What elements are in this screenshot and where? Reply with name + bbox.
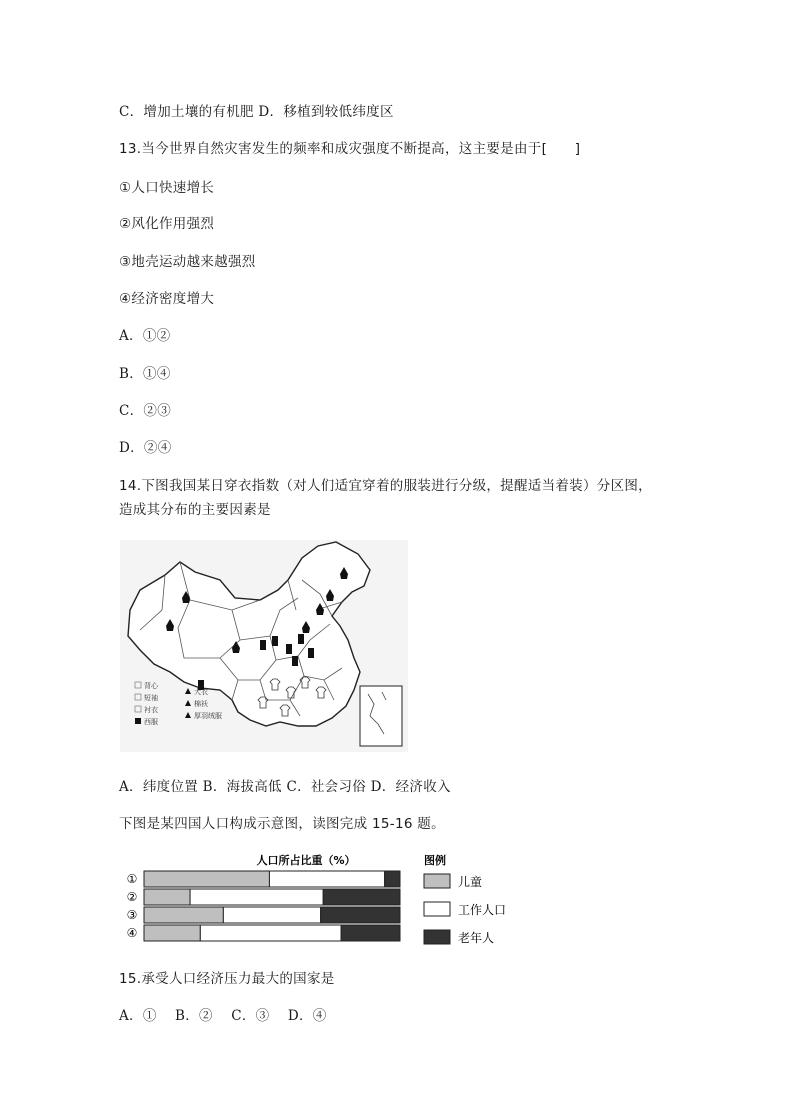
bar-segment — [341, 925, 400, 941]
bar-segment — [321, 907, 400, 923]
bar-segment — [385, 871, 400, 887]
legend-down-jacket: 厚羽绒服 — [194, 712, 222, 720]
q13-option-a: A．①② — [119, 328, 171, 344]
q13-option-d: D．②④ — [119, 440, 172, 456]
bar-segment — [323, 889, 400, 905]
legend-label: 老年人 — [458, 931, 495, 945]
legend-swatch — [424, 874, 450, 888]
suit-icon — [298, 634, 304, 644]
q13-item-1: ①人口快速增长 — [119, 180, 215, 196]
q12-options-cd: C．增加土壤的有机肥 D．移植到较低纬度区 — [119, 104, 394, 120]
bar-segment — [144, 871, 269, 887]
category-label: ① — [126, 872, 138, 886]
q14-stem-line-1: 14.下图我国某日穿衣指数（对人们适宜穿着的服装进行分级，提醒适当着装）分区图， — [119, 478, 652, 494]
bar-segment — [269, 871, 384, 887]
q13-item-4: ④经济密度增大 — [119, 291, 215, 307]
south-china-sea-inset — [360, 686, 402, 746]
legend-swatch — [424, 930, 450, 944]
legend-overcoat: 大衣 — [194, 688, 208, 696]
population-structure-chart — [112, 848, 532, 948]
q15-options: A．① B．② C．③ D．④ — [119, 1008, 327, 1024]
suit-icon — [292, 656, 298, 666]
legend-symbol — [135, 718, 141, 724]
bar-segment — [144, 907, 223, 923]
legend-shirt: 衬衣 — [144, 706, 158, 714]
category-label: ② — [126, 890, 138, 904]
q13-option-c: C．②③ — [119, 403, 172, 419]
bar-segment — [190, 889, 323, 905]
legend-vest: 背心 — [144, 682, 158, 690]
legend-label: 工作人口 — [458, 903, 507, 917]
bar-segment — [144, 889, 190, 905]
bar-segment — [223, 907, 320, 923]
q13-item-3: ③地壳运动越来越强烈 — [119, 254, 256, 270]
q14-options: A．纬度位置 B．海拔高低 C．社会习俗 D．经济收入 — [119, 779, 451, 795]
legend-cotton-jacket: 棉袄 — [194, 700, 208, 708]
q14-stem-line-2: 造成其分布的主要因素是 — [119, 502, 271, 518]
suit-icon — [272, 636, 278, 646]
legend-suit: 西服 — [144, 718, 158, 726]
category-label: ③ — [126, 908, 138, 922]
q15-stem: 15.承受人口经济压力最大的国家是 — [119, 971, 335, 987]
suit-icon — [308, 648, 314, 658]
legend-label: 儿童 — [458, 875, 483, 889]
q13-item-2: ②风化作用强烈 — [119, 216, 215, 232]
bar-segment — [200, 925, 341, 941]
legend-swatch — [424, 902, 450, 916]
q13-stem: 13.当今世界自然灾害发生的频率和成灾强度不断提高，这主要是由于[ ] — [119, 141, 581, 157]
suit-icon — [286, 644, 292, 654]
q15-16-intro: 下图是某四国人口构成示意图，读图完成 15-16 题。 — [119, 816, 445, 832]
dressing-index-map — [120, 540, 408, 752]
suit-icon — [260, 640, 266, 650]
bar-segment — [144, 925, 200, 941]
chart-title: 人口所占比重（%） — [256, 854, 356, 867]
q13-option-b: B．①④ — [119, 366, 171, 382]
category-label: ④ — [126, 926, 138, 940]
legend-short-sleeve: 短袖 — [144, 694, 158, 702]
legend-title: 图例 — [424, 854, 446, 867]
